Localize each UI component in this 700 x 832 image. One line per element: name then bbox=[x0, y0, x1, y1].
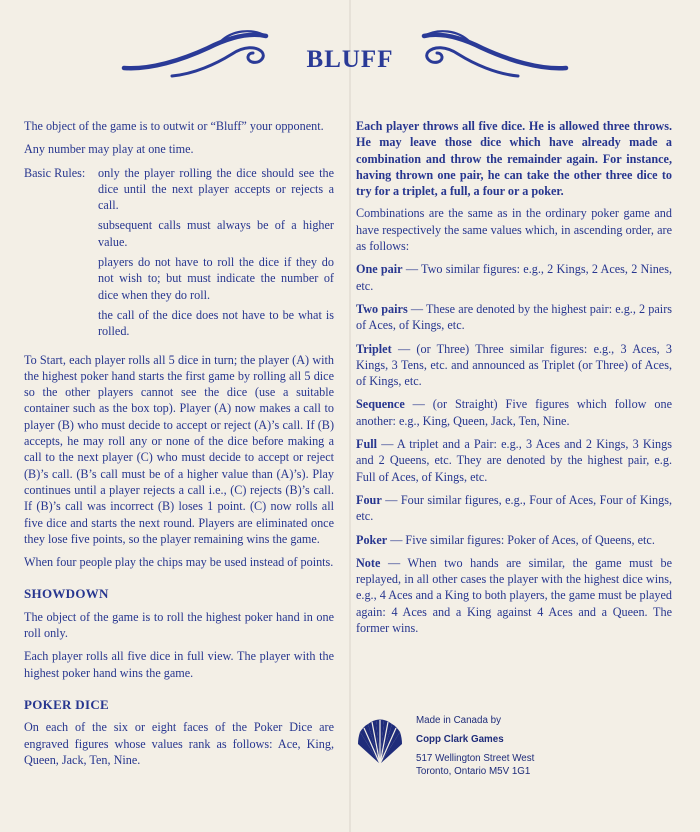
showdown-heading: SHOWDOWN bbox=[24, 586, 109, 602]
right-flourish-icon bbox=[420, 26, 570, 82]
combination-text: — Two similar figures: e.g., 2 Kings, 2 Aces, 2 Nines, etc. bbox=[356, 262, 672, 293]
paper-fold bbox=[349, 0, 351, 832]
publisher-footer bbox=[356, 714, 676, 777]
combination-term: Note bbox=[356, 555, 381, 570]
rule-item: players do not have to roll the dice if they do not wish to; but must indicate the number of dice when they do roll. bbox=[98, 255, 334, 302]
right-column bbox=[356, 118, 672, 643]
rule-item: the call of the dice does not have to be what is rolled. bbox=[98, 307, 334, 339]
combination-term: Sequence bbox=[356, 397, 405, 412]
combination-term: One pair bbox=[356, 262, 403, 277]
combination-item bbox=[356, 555, 672, 636]
combination-item bbox=[356, 261, 672, 294]
combination-text: — These are denoted by the highest pair: e.g., 2 pairs of Aces, of Kings, etc. bbox=[356, 301, 672, 333]
address-line: 517 Wellington Street West bbox=[416, 753, 535, 764]
page-title: BLUFF bbox=[306, 46, 394, 73]
basic-rules bbox=[24, 165, 334, 344]
poker-dice-paragraph: On each of the six or eight faces of the Poker Dice are engraved figures whose values rank as follows: Ace, King, Queen, Jack, Ten, Nine. bbox=[24, 720, 334, 767]
to-start-paragraph: To Start, each player rolls all 5 dice in turn; the player (A) with the highest poker hand starts the first game by rolling all 5 dice so the other players cannot see the dice (use a suitable container such as the box top). Player (A) now makes a call to player (B) who must decide to accept or reject (A)’s call. If (B) accepts, he may roll any or none of the dice before making a call to the next player (C) who must decide to accept or reject (B)’s call. (B’s call must be of a higher value than (A)’s). Play continues until a player rejects a call i.e., (C) rejects (B)’s call. If (B)’s call was incorrect (B) loses 1 point. (C) now rolls all five dice and starts the next round. Players are eliminated once they lose five points, so the player remaining wins the game. bbox=[24, 352, 334, 546]
intro-paragraph: The object of the game is to outwit or “Bluff” your opponent. bbox=[24, 119, 324, 133]
rule-item: only the player rolling the dice should see the dice until the next player accepts or rejects a call. bbox=[98, 165, 334, 213]
throw-rules-paragraph: Each player throws all five dice. He is allowed three throws. He may leave those dice which have already made a combination and throw the remainder again. For instance, having thrown one pair, he can take the other three dice to try for a triplet, a full, a four or a poker. bbox=[356, 119, 672, 199]
address-line: Toronto, Ontario M5V 1G1 bbox=[416, 766, 531, 777]
combination-text: — (or Straight) Five figures which follow one another: e.g., King, Queen, Jack, Ten, Nine. bbox=[356, 397, 672, 428]
publisher-text bbox=[416, 714, 534, 778]
combination-item bbox=[356, 301, 672, 334]
combination-item bbox=[356, 396, 672, 429]
basic-rules-label: Basic Rules: bbox=[24, 165, 86, 180]
combinations-intro: Combinations are the same as in the ordinary poker game and have respectively the same values which, in ascending order, are as follows: bbox=[356, 206, 672, 254]
combination-item bbox=[356, 436, 672, 485]
combination-item bbox=[356, 341, 672, 390]
copp-clark-shell-logo-icon bbox=[356, 718, 404, 766]
combination-term: Poker bbox=[356, 532, 388, 547]
poker-dice-heading: POKER DICE bbox=[24, 696, 109, 712]
combination-text: — Four similar figures, e.g., Four of Aces, Four of Kings, etc. bbox=[356, 492, 672, 524]
combination-text: — Five similar figures: Poker of Aces, of Queens, etc. bbox=[387, 532, 655, 547]
combination-text: — When two hands are similar, the game must be replayed, in all other cases the player with the highest dice wins, e.g., 4 Aces and a King to both players, the game must be played again: 4 Aces and a King against 4 Aces and a Queen. The former wins. bbox=[356, 555, 672, 636]
rule-item: subsequent calls must always be of a higher value. bbox=[98, 218, 334, 249]
showdown-paragraph: Each player rolls all five dice in full view. The player with the highest poker hand wins the game. bbox=[24, 649, 334, 680]
combination-text: — (or Three) Three similar figures: e.g., 3 Aces, 3 Kings, 3 Tens, etc. and announced as Triplet (or Three) of Aces, of Kings, etc. bbox=[356, 341, 672, 389]
combination-term: Triplet bbox=[356, 341, 392, 356]
combination-term: Full bbox=[356, 437, 377, 452]
left-column bbox=[24, 118, 334, 775]
chips-paragraph: When four people play the chips may be used instead of points. bbox=[24, 555, 334, 570]
players-paragraph: Any number may play at one time. bbox=[24, 142, 194, 157]
combination-term: Four bbox=[356, 492, 382, 507]
company-name: Copp Clark Games bbox=[416, 734, 504, 745]
made-in-label: Made in Canada by bbox=[416, 715, 501, 726]
combination-item bbox=[356, 532, 672, 548]
combination-item bbox=[356, 492, 672, 525]
combination-text: — A triplet and a Pair: e.g., 3 Aces and 2 Kings, 3 Kings and 2 Queens, etc. They are denoted by the highest pair, e.g. Full of Aces, of Kings, etc. bbox=[356, 437, 672, 484]
showdown-paragraph: The object of the game is to roll the highest poker hand in one roll only. bbox=[24, 609, 334, 641]
combination-term: Two pairs bbox=[356, 301, 408, 316]
